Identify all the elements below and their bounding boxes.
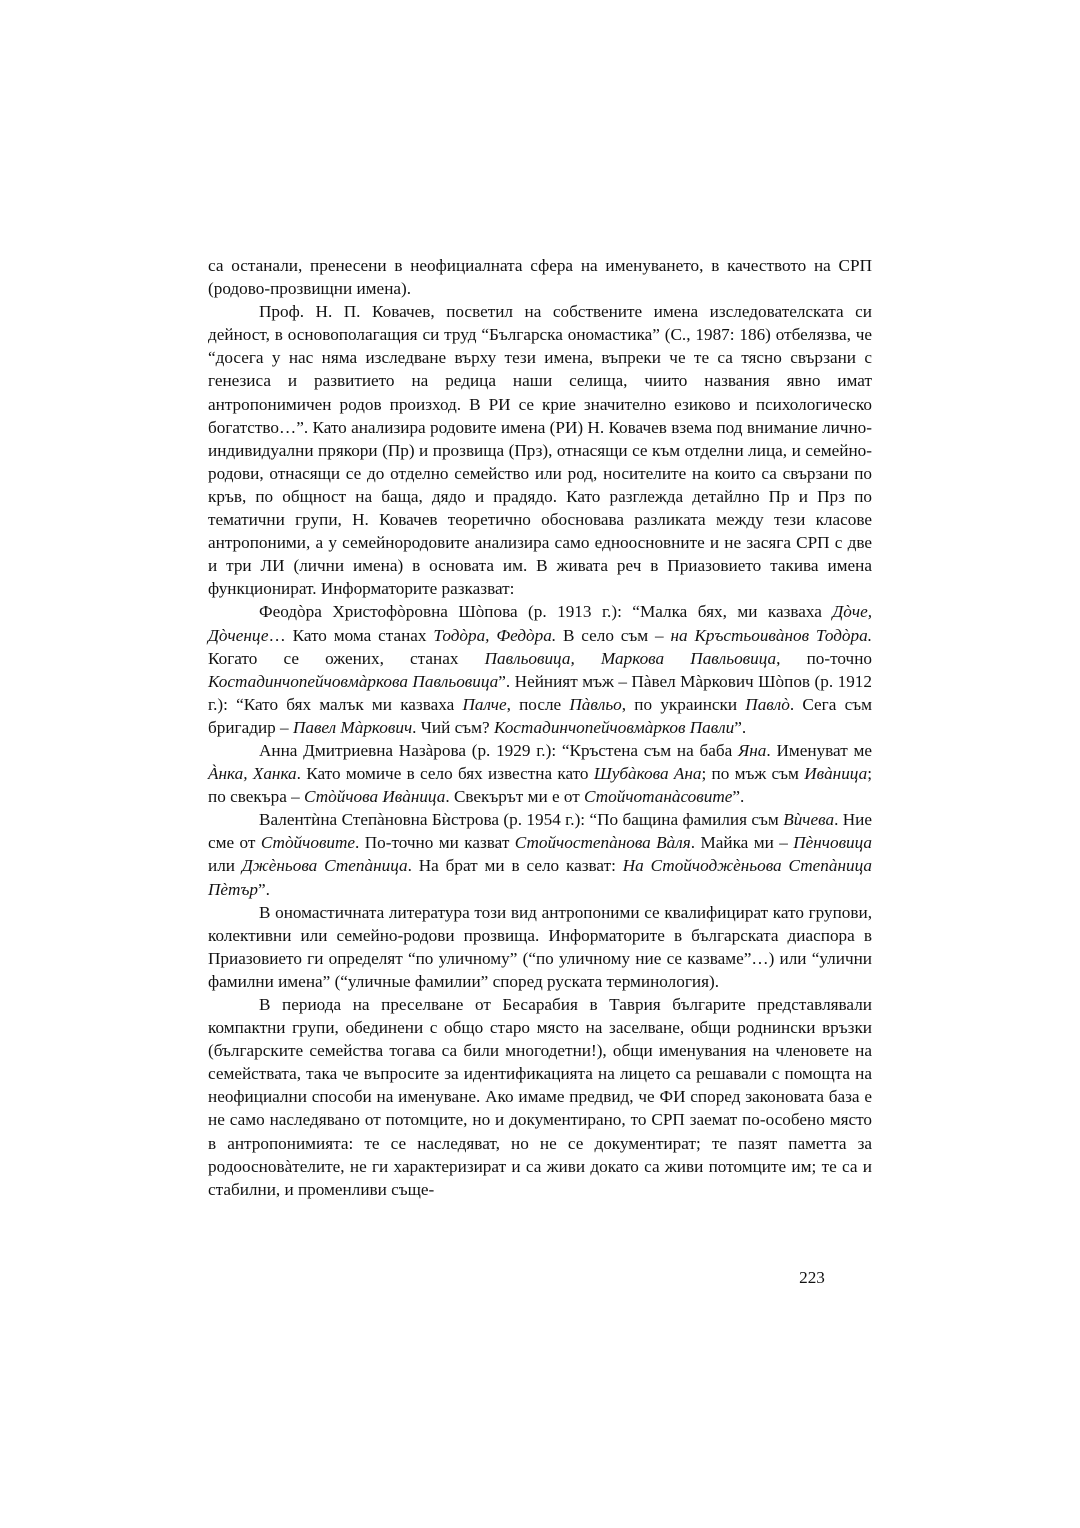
italic-name-run: Вѝчева: [783, 810, 835, 830]
italic-name-run: Шубàкова Ана: [593, 764, 702, 784]
text-run: Анна Дмитриевна Назàрова (р. 1929 г.): “Кръстена съм на баба: [259, 740, 738, 760]
text-run: . Чий съм?: [412, 717, 494, 737]
text-run: Когато се ожених, станах: [208, 648, 485, 668]
italic-name-run: Костадинчопейчовмàрков Павли: [493, 717, 735, 737]
italic-name-run: Павел Мàркович: [292, 717, 413, 737]
text-run: . На брат ми в село казват:: [407, 856, 623, 876]
italic-name-run: Яна: [737, 740, 767, 760]
text-run: ”.: [732, 787, 745, 807]
text-run: Феодòра Христофòровна Шòпова (р. 1913 г.): “Малка бях, ми казваха: [259, 602, 833, 622]
page-number: 223: [799, 1268, 825, 1287]
text-run: Валентѝна Степàновна Бѝстрова (р. 1954 г.): “По бащина фамилия съм: [259, 810, 784, 830]
text-run: . Ние сме от: [208, 810, 872, 853]
italic-name-run: Дòче, Дòченце: [208, 602, 872, 645]
italic-name-run: Àнка, Ханка: [208, 764, 297, 784]
text-run: ”.: [257, 879, 270, 899]
text-run: ”.: [734, 717, 747, 737]
italic-name-run: Палче: [462, 694, 507, 714]
text-run: В периода на преселване от Бесарабия в Таврия българите представлявали компактни групи, обединени с общо старо място на заселване, общи роднински връзки (българските семейства тогава са били многодетни!), общи именувания на членовете на семействата, така че въпросите за идентификацията на лицето са решавали с помощта на неофициални способи на именуване. Ако имаме предвид, че ФИ според законовата база е не само наследявано от потомците, но и документирано, то СРП заемат по-особено място в антропонимията: те се наследяват, но не се документират; те пазят паметта за родоосновàтелите, не ги характеризират и са живи докато са живи потомците им; те са и стабилни, и променливи съще-: [208, 995, 872, 1199]
italic-name-run: на Кръстьоивàнов Тодòра.: [670, 625, 873, 645]
text-run: … Като мома станах: [268, 625, 434, 645]
text-run: . Майка ми –: [690, 833, 794, 853]
text-run: . Сега съм бригадир –: [208, 694, 872, 737]
text-run: . Свекърът ми е от: [445, 787, 585, 807]
text-run: . Като момиче в село бях известна като: [296, 764, 594, 784]
italic-name-run: Павлò: [745, 694, 790, 714]
italic-name-run: Пàвльо: [569, 694, 622, 714]
paragraph: [208, 739, 872, 808]
italic-name-run: На Стойчоджèньова Степàница Пèтър: [208, 856, 872, 899]
paragraph: [208, 808, 872, 900]
paragraph: [208, 300, 872, 600]
text-run: Проф. Н. П. Ковачев, посветил на собствените имена изследователската си дейност, в основополагащия си труд “Българска ономастика” (С., 1987: 186) отбелязва, че “досега у нас няма изследване върху тези имена, въпреки че те са тясно свързани с генезиса и развитието на редица наши селища, чиито названия явно имат антропонимичен родов произход. В РИ се крие значително езиково и психологическо богатство…”. Като анализира родовите имена (РИ) Н. Ковачев взема под внимание лично-индивидуални прякори (Пр) и прозвища (Прз), отнасящи се към отделни лица, и семейно-родови, отнасящи се до отделно семейство или род, носителите на които са свързани по кръв, по общност на баща, дядо и прадядо. Като разглежда детайлно Пр и Прз по тематични групи, Н. Ковачев теоретично обосновава разликата между тези класове антропоними, а у семейнородовите анализира само едноосновните и не засяга СРП с две и три ЛИ (лични имена) в основата им. В живата реч в Приазовието такива имена функционират. Информаторите разказват:: [208, 302, 872, 599]
text-run: ; по мъж съм: [701, 764, 805, 784]
italic-name-run: Тодòра, Федòра.: [433, 625, 557, 645]
text-run: , по-точно: [776, 648, 872, 668]
text-run: В ономастичната литература този вид антропоними се квалифицират като групови, колективни или семейно-родови прозвища. Информаторите в българската диаспора в Приазовието ги определят “по уличному” (“по уличному ние се казваме”…) или “улични фамилни имена” (“уличные фамилии” според руската терминология).: [208, 902, 872, 991]
text-run: или: [208, 856, 242, 876]
italic-name-run: Стойчотанàсовите: [584, 787, 733, 807]
text-run: ; по свекъра –: [208, 764, 872, 807]
text-run: ”. Нейният мъж – Пàвел Мàркович Шòпов (р. 1912 г.): “Като бях малък ми казваха: [208, 671, 872, 714]
italic-name-run: Стòйчовите: [260, 833, 356, 853]
text-run: В село съм –: [556, 625, 671, 645]
italic-name-run: Стойчостепàнова Вàля: [514, 833, 691, 853]
paragraph: [208, 993, 872, 1201]
paragraph: [208, 254, 872, 300]
italic-name-run: Костадинчопейчовмàркова Павльовица: [208, 671, 499, 691]
text-run: , после: [506, 694, 570, 714]
italic-name-run: Ивàница: [804, 764, 868, 784]
italic-name-run: Джèньова Степàница: [241, 856, 408, 876]
page-text-body: [208, 254, 872, 1201]
paragraph: [208, 901, 872, 993]
italic-name-run: Павльовица, Маркова Павльовица: [484, 648, 777, 668]
text-run: . По-точно ми казват: [355, 833, 515, 853]
paragraph: [208, 600, 872, 739]
text-run: са останали, пренесени в неофициалната сфера на именуването, в качеството на СРП (родово-прозвищни имена).: [208, 256, 872, 299]
text-run: . Именуват ме: [766, 740, 872, 760]
text-run: , по украински: [621, 694, 746, 714]
italic-name-run: Стòйчова Ивàница: [304, 787, 446, 807]
italic-name-run: Пèнчовица: [793, 833, 873, 853]
